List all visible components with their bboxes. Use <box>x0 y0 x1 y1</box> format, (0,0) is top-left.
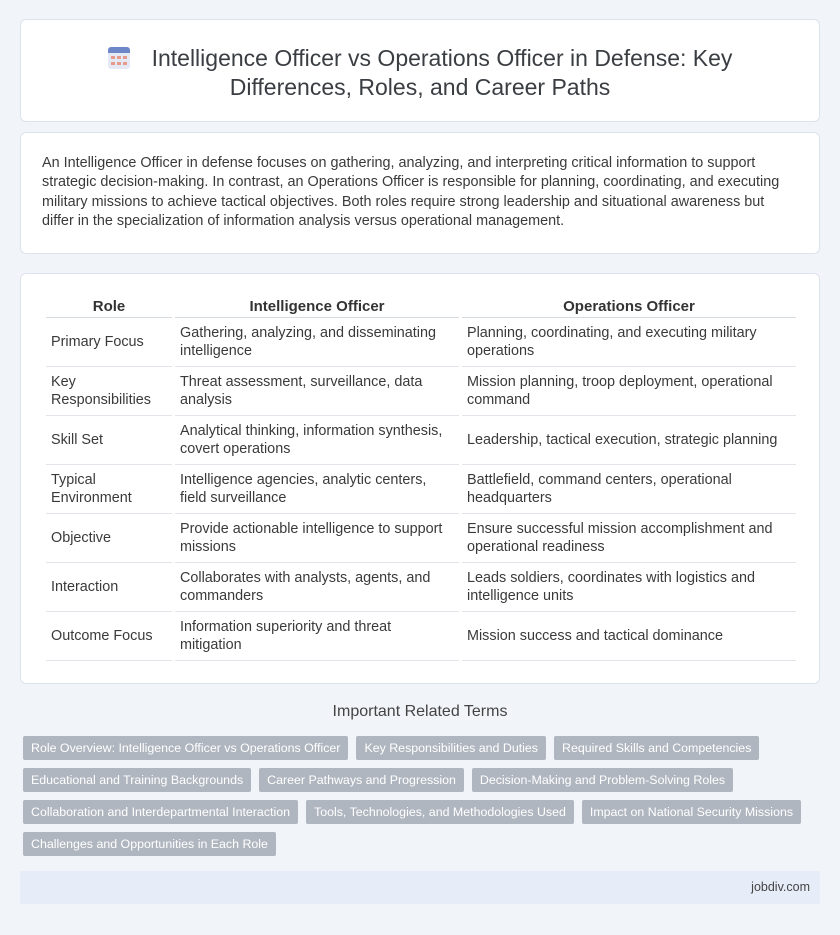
intro-card <box>20 132 820 254</box>
related-terms-title: Important Related Terms <box>332 703 508 720</box>
comparison-card <box>20 273 820 684</box>
intelligence-cell: Intelligence agencies, analytic centers, field surveillance <box>175 465 459 514</box>
table-row <box>46 367 796 416</box>
intelligence-cell: Gathering, analyzing, and disseminating intelligence <box>175 318 459 367</box>
related-term-tag[interactable]: Challenges and Opportunities in Each Role <box>23 832 276 856</box>
row-label: Outcome Focus <box>46 612 172 661</box>
related-term-tag[interactable]: Educational and Training Backgrounds <box>23 768 251 792</box>
table-row <box>46 318 796 367</box>
header-card <box>20 19 820 122</box>
related-term-tag[interactable]: Impact on National Security Missions <box>582 800 801 824</box>
related-term-tag[interactable]: Career Pathways and Progression <box>259 768 464 792</box>
page-title-line1: Intelligence Officer vs Operations Officer in Defense: Key <box>151 45 733 71</box>
row-label: Skill Set <box>46 416 172 465</box>
page-title <box>21 44 819 102</box>
intelligence-cell: Provide actionable intelligence to support missions <box>175 514 459 563</box>
related-term-tag[interactable]: Decision-Making and Problem-Solving Roles <box>472 768 733 792</box>
related-terms-list <box>23 736 823 864</box>
table-header-row <box>46 296 796 318</box>
table-row <box>46 514 796 563</box>
table-row <box>46 563 796 612</box>
intelligence-cell: Analytical thinking, information synthesis, covert operations <box>175 416 459 465</box>
intelligence-cell: Information superiority and threat mitigation <box>175 612 459 661</box>
column-header-intelligence: Intelligence Officer <box>175 296 459 318</box>
operations-cell: Leads soldiers, coordinates with logistics and intelligence units <box>462 563 796 612</box>
table-row <box>46 416 796 465</box>
calendar-icon <box>108 47 130 69</box>
row-label: Primary Focus <box>46 318 172 367</box>
page-title-line2: Differences, Roles, and Career Paths <box>229 74 611 100</box>
table-row <box>46 612 796 661</box>
intro-paragraph: An Intelligence Officer in defense focuses on gathering, analyzing, and interpreting critical information to support strategic decision-making. In contrast, an Operations Officer is responsible for planning, coordinating, and executing military missions to achieve tactical objectives. Both roles require strong leadership and situational awareness but differ in the specialization of information analysis versus operational management. <box>42 155 780 230</box>
row-label: Interaction <box>46 563 172 612</box>
row-label: Typical Environment <box>46 465 172 514</box>
related-term-tag[interactable]: Role Overview: Intelligence Officer vs Operations Officer <box>23 736 348 760</box>
column-header-role: Role <box>46 296 172 318</box>
related-term-tag[interactable]: Required Skills and Competencies <box>554 736 759 760</box>
related-term-tag[interactable]: Collaboration and Interdepartmental Interaction <box>23 800 298 824</box>
comparison-table <box>43 296 799 661</box>
footer <box>20 871 820 904</box>
row-label: Key Responsibilities <box>46 367 172 416</box>
column-header-operations: Operations Officer <box>462 296 796 318</box>
intelligence-cell: Collaborates with analysts, agents, and commanders <box>175 563 459 612</box>
operations-cell: Mission success and tactical dominance <box>462 612 796 661</box>
footer-site-link[interactable]: jobdiv.com <box>751 880 810 894</box>
operations-cell: Ensure successful mission accomplishment and operational readiness <box>462 514 796 563</box>
intelligence-cell: Threat assessment, surveillance, data analysis <box>175 367 459 416</box>
operations-cell: Leadership, tactical execution, strategic planning <box>462 416 796 465</box>
related-term-tag[interactable]: Key Responsibilities and Duties <box>356 736 546 760</box>
operations-cell: Planning, coordinating, and executing military operations <box>462 318 796 367</box>
related-term-tag[interactable]: Tools, Technologies, and Methodologies Used <box>306 800 574 824</box>
row-label: Objective <box>46 514 172 563</box>
operations-cell: Battlefield, command centers, operational headquarters <box>462 465 796 514</box>
operations-cell: Mission planning, troop deployment, operational command <box>462 367 796 416</box>
table-row <box>46 465 796 514</box>
